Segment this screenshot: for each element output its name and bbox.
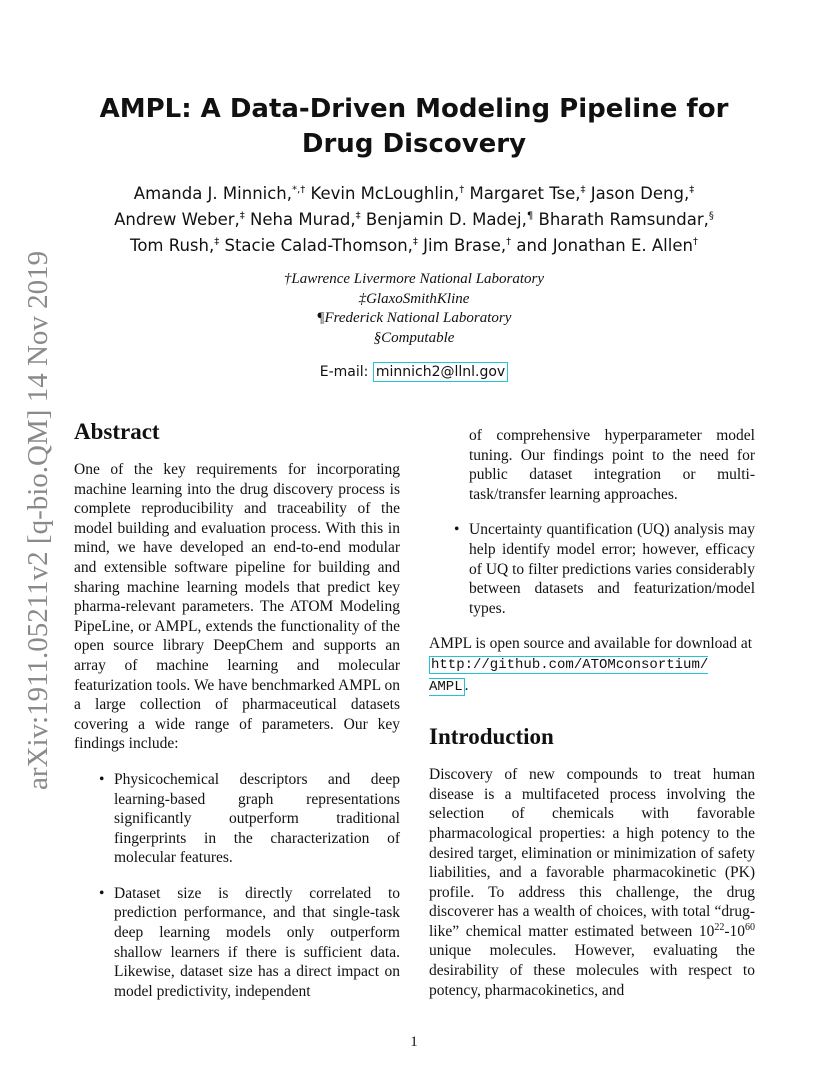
author: Stacie Calad-Thomson,‡ bbox=[224, 236, 418, 255]
author: Neha Murad,‡ bbox=[250, 210, 361, 229]
left-column bbox=[74, 418, 400, 1001]
introduction-heading: Introduction bbox=[429, 724, 554, 750]
bullet-icon: • bbox=[454, 521, 460, 539]
author: Jim Brase,† bbox=[423, 236, 512, 255]
abstract-paragraph: One of the key requirements for incorporating machine learning into the drug discovery process is complete reproducibility and traceability of the model building and evaluation process. With this in mind, we have developed an end-to-end modular and extensible software pipeline for building and sharing machine learning models that predict key pharma-relevant parameters. The ATOM Modeling PipeLine, or AMPL, extends the functionality of the open source library DeepChem and supports an array of machine learning and molecular featurization tools. We have benchmarked AMPL on a large collection of pharmaceutical datasets covering a wide range of parameters. Our key findings include: bbox=[74, 461, 400, 753]
paper-title bbox=[80, 92, 748, 162]
author: Jason Deng,‡ bbox=[590, 184, 695, 203]
author: Amanda J. Minnich,*,† bbox=[133, 184, 306, 203]
finding-continuation: of comprehensive hyperparameter model tuning. Our findings point to the need for public dataset integration or multi-task/transfer learning approaches. bbox=[469, 427, 755, 503]
findings-list-continued bbox=[454, 520, 755, 618]
author-list bbox=[80, 181, 748, 259]
availability-paragraph: AMPL is open source and available for download at http://github.com/ATOMconsortium/ AMPL . bbox=[429, 635, 753, 695]
affiliation: †Lawrence Livermore National Laboratory bbox=[283, 271, 545, 287]
abstract-heading: Abstract bbox=[74, 419, 160, 444]
author: Margaret Tse,‡ bbox=[469, 184, 586, 203]
author: Tom Rush,‡ bbox=[130, 236, 220, 255]
introduction-paragraph: Discovery of new compounds to treat human disease is a multifaceted process involving the selection of chemicals with favorable pharmacological properties: a high potency to the desired target, elimination or minimization of safety liabilities, and a favorable pharmacokinetic (PK) profile. To address this challenge, the drug discoverer has a wealth of choices, with total “drug-like” chemical matter estimated between $10^{22}-10^{60}$ unique molecules. However, evaluating the desirability of these molecules with respect to potency, pharmacokinetics, and bbox=[429, 766, 755, 999]
affiliation-list bbox=[180, 270, 648, 348]
author: and Jonathan E. Allen† bbox=[516, 236, 698, 255]
title-line-1: AMPL: A Data-Driven Modeling Pipeline for bbox=[99, 94, 729, 124]
page-number: 1 bbox=[410, 1034, 418, 1050]
finding-item: • Physicochemical descriptors and deep learning-based graph representations significantly outperform traditional fingerprints in the characterization of molecular features. bbox=[99, 770, 400, 867]
affiliation: ‡GlaxoSmithKline bbox=[358, 290, 470, 307]
author: Kevin McLoughlin,† bbox=[310, 184, 465, 203]
author: Bharath Ramsundar,§ bbox=[538, 210, 714, 229]
bullet-icon: • bbox=[99, 884, 105, 902]
affiliation: §Computable bbox=[373, 329, 455, 346]
author: Andrew Weber,‡ bbox=[114, 210, 245, 229]
bullet-icon: • bbox=[99, 770, 105, 788]
findings-list bbox=[99, 770, 400, 1002]
title-line-2: Drug Discovery bbox=[301, 129, 527, 159]
email-label: E-mail: bbox=[319, 364, 369, 380]
github-link[interactable]: http://github.com/ATOMconsortium/ AMPL bbox=[429, 656, 709, 695]
contact-email bbox=[180, 364, 648, 380]
email-link[interactable]: minnich2@llnl.gov bbox=[373, 362, 508, 382]
author: Benjamin D. Madej,¶ bbox=[365, 210, 534, 229]
finding-item: • Uncertainty quantification (UQ) analysis may help identify model error; however, efficacy of UQ to filter predictions varies considerably between datasets and featurization/model types. bbox=[454, 521, 755, 617]
affiliation: ¶Frederick National Laboratory bbox=[316, 310, 512, 326]
right-column bbox=[429, 418, 755, 1000]
arxiv-identifier: arXiv:1911.05211v2 [q-bio.QM] 14 Nov 2019 bbox=[22, 250, 54, 790]
finding-item: • Dataset size is directly correlated to prediction performance, and that single-task deep learning models only outperform shallow learners if there is sufficient data. Likewise, dataset size has a direct impact on model predictivity, independent bbox=[99, 884, 400, 1000]
